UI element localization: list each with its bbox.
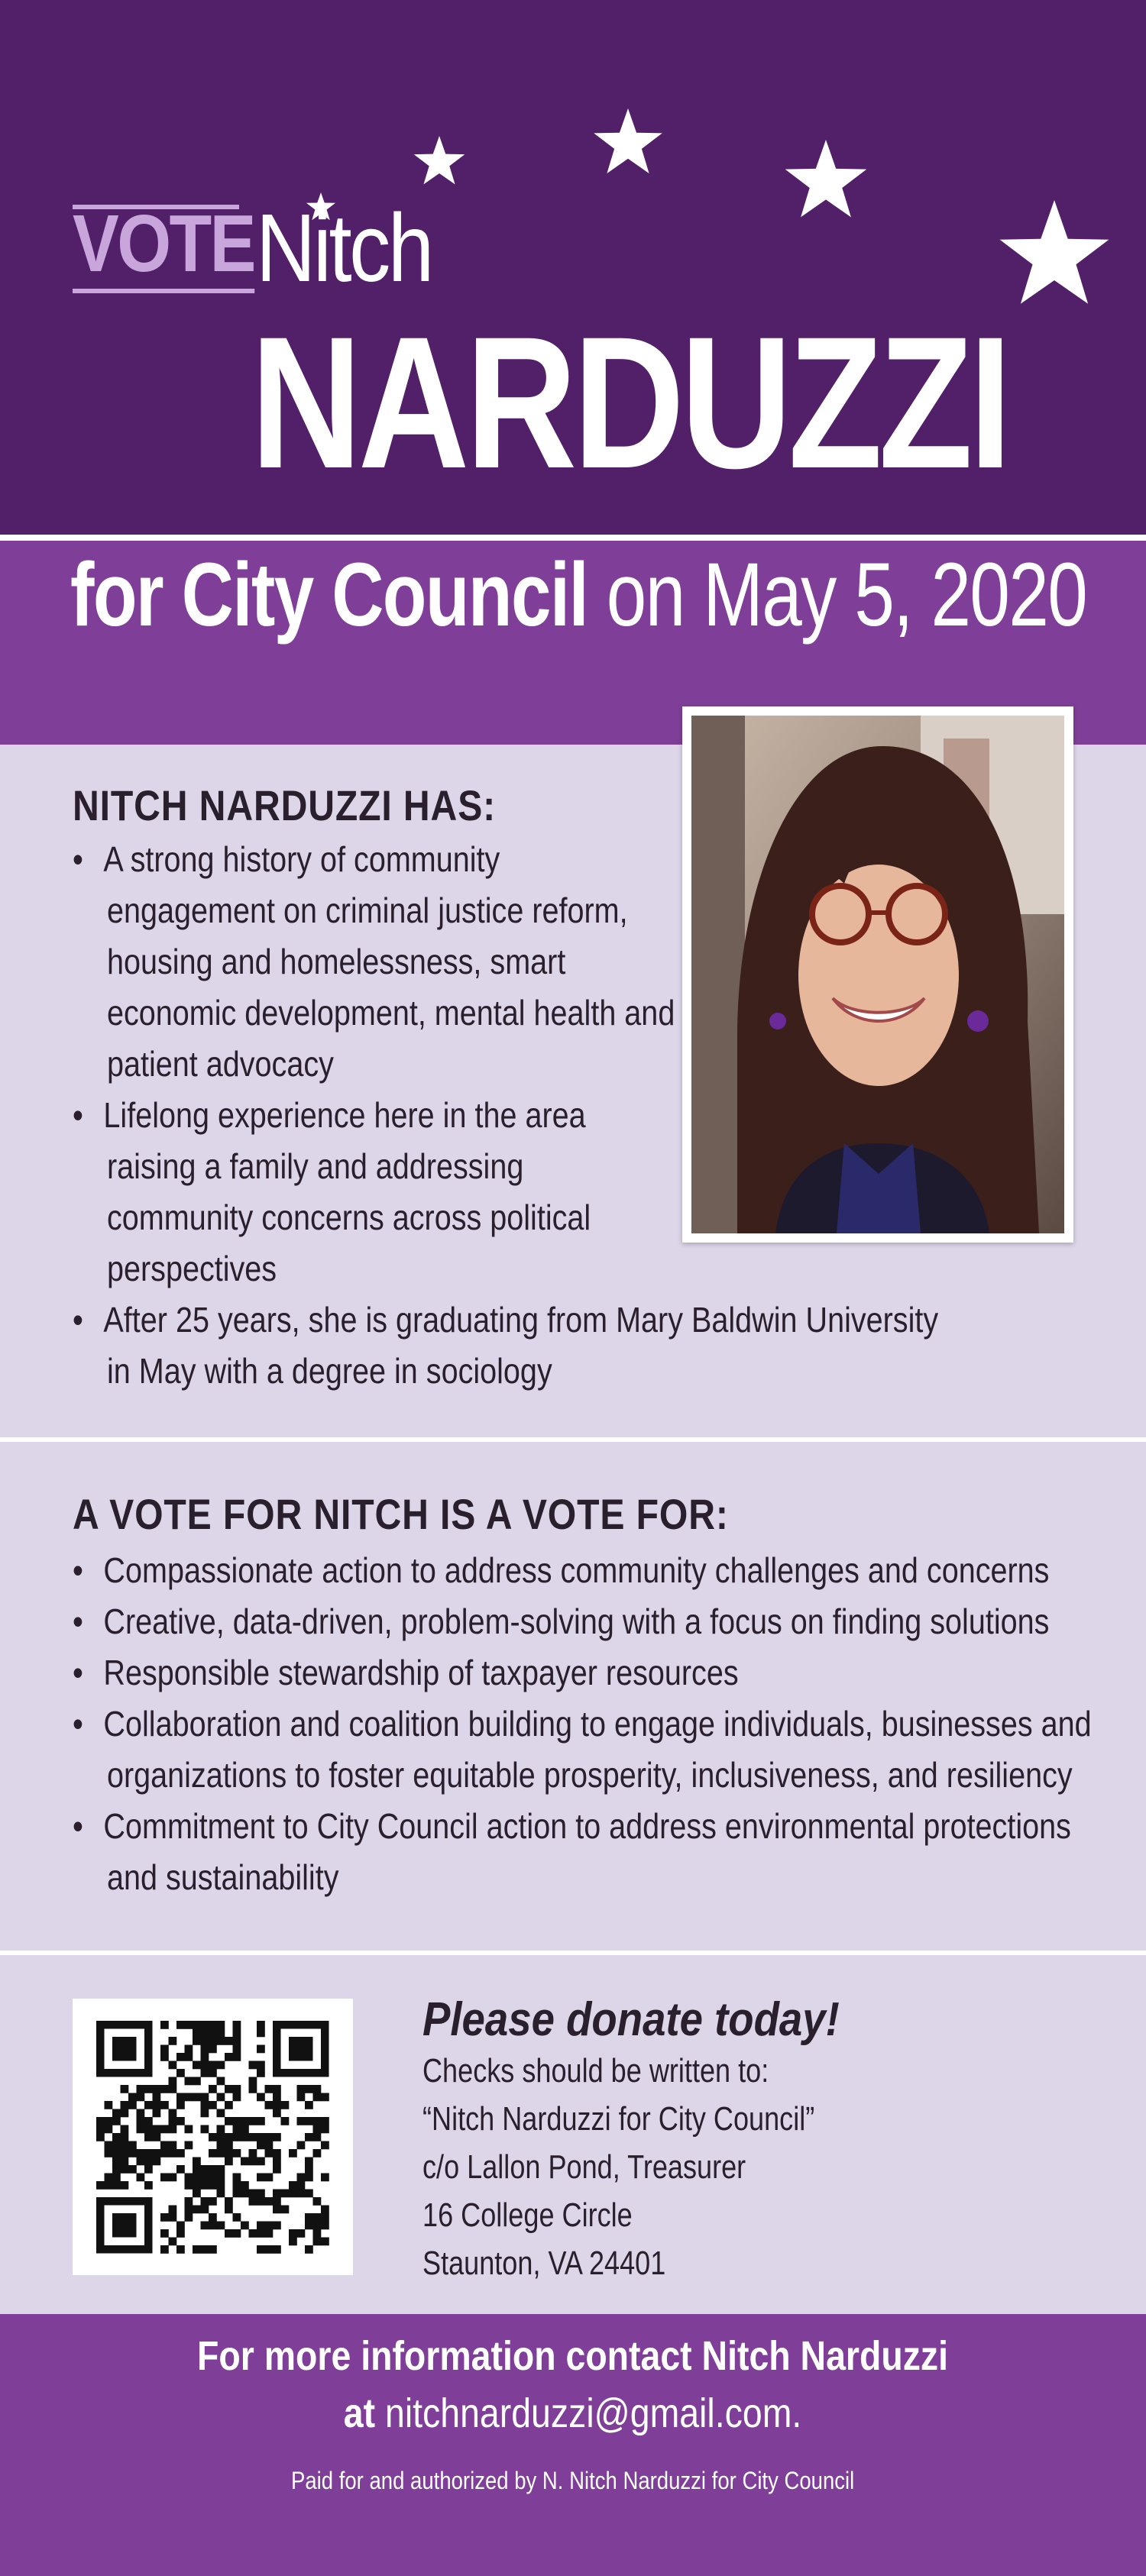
vote-bullet: • Collaboration and coalition building to engage individuals, businesses and: [73, 1704, 1092, 1744]
has-bullet-line: community concerns across political: [107, 1198, 591, 1237]
star-icon: [413, 136, 466, 189]
vote-section-title: A VOTE FOR NITCH IS A VOTE FOR:: [73, 1490, 729, 1538]
candidate-photo: [691, 716, 1064, 1233]
star-icon: [783, 140, 869, 225]
section-divider: [0, 1951, 1146, 1955]
vote-bullet-line: and sustainability: [107, 1857, 339, 1897]
donate-line: “Nitch Narduzzi for City Council”: [422, 2100, 815, 2138]
vote-word: VOTE: [73, 203, 254, 293]
vote-bullet: • Commitment to City Council action to address environmental protections: [73, 1806, 1071, 1846]
has-bullet-line: economic development, mental health and: [107, 993, 675, 1033]
footer-contact: For more information contact Nitch Narduzzi: [197, 2333, 949, 2379]
donate-line: Staunton, VA 24401: [422, 2245, 666, 2282]
election-date: on May 5, 2020: [606, 545, 1087, 645]
candidate-last-name: NARDUZZI: [251, 298, 1008, 508]
header-divider: [0, 535, 1146, 541]
footer-email-line: at nitchnarduzzi@gmail.com.: [344, 2390, 802, 2436]
vote-bullet: • Compassionate action to address community challenges and concerns: [73, 1550, 1050, 1590]
header-banner: [0, 0, 1146, 535]
office-title: for City Council: [70, 545, 588, 645]
contact-email-link[interactable]: nitchnarduzzi@gmail.com.: [385, 2390, 802, 2436]
office-date-line: [70, 545, 1087, 645]
has-bullet-line: perspectives: [107, 1249, 277, 1288]
has-bullet: • Lifelong experience here in the area: [73, 1095, 586, 1135]
has-bullet-line: housing and homelessness, smart: [107, 942, 566, 981]
section-divider: [0, 1437, 1146, 1442]
star-icon: [592, 108, 664, 180]
has-bullet-line: in May with a degree in sociology: [107, 1351, 552, 1391]
donate-title: Please donate today!: [422, 1993, 840, 2046]
qr-code: [73, 1999, 353, 2275]
footer-disclaimer: Paid for and authorized by N. Nitch Narduzzi for City Council: [291, 2467, 855, 2494]
vote-bullet: • Creative, data-driven, problem-solving with a focus on finding solutions: [73, 1602, 1050, 1641]
candidate-first-name: Nitch: [256, 194, 432, 302]
has-bullet: • After 25 years, she is graduating from Mary Baldwin University: [73, 1300, 939, 1340]
donate-qr-code[interactable]: [73, 1999, 353, 2275]
donate-line: Checks should be written to:: [422, 2052, 769, 2090]
has-bullet: • A strong history of community: [73, 839, 500, 879]
vote-bullet-line: organizations to foster equitable prosperity, inclusiveness, and resiliency: [107, 1755, 1073, 1795]
candidate-photo-frame: [682, 706, 1073, 1243]
donate-line: 16 College Circle: [422, 2196, 633, 2234]
has-bullet-line: raising a family and addressing: [107, 1146, 524, 1186]
has-section-title: NITCH NARDUZZI HAS:: [73, 781, 497, 829]
star-icon: [997, 200, 1112, 315]
has-bullet-line: patient advocacy: [107, 1044, 334, 1084]
vote-bullet: • Responsible stewardship of taxpayer resources: [73, 1653, 739, 1692]
has-bullet-line: engagement on criminal justice reform,: [107, 890, 628, 930]
donate-line: c/o Lallon Pond, Treasurer: [422, 2148, 746, 2186]
